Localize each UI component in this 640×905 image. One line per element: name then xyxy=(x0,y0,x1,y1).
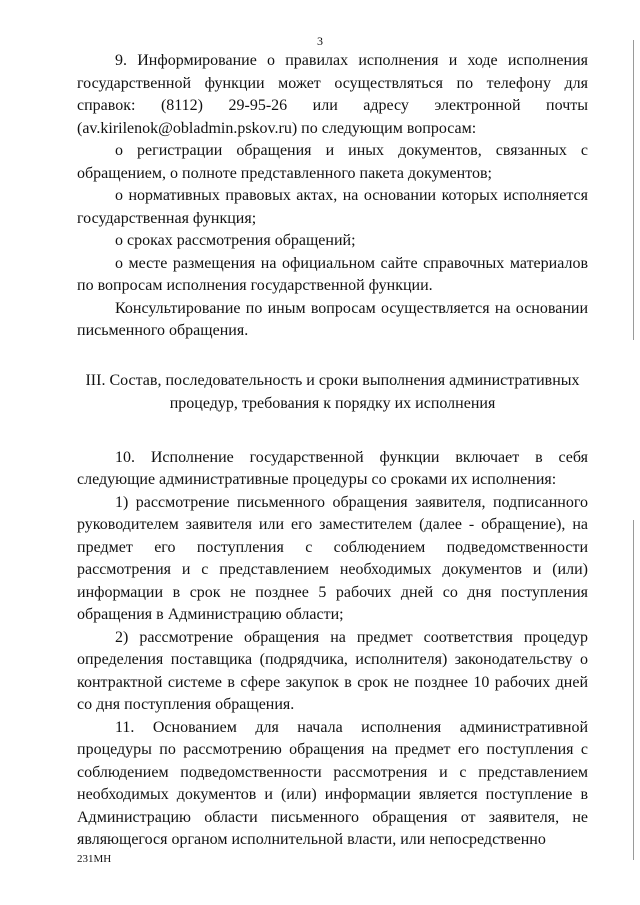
paragraph-9: 9. Информирование о правилах исполнения и ходе исполнения государственной функции может осуществляться по телефону для справок: (8112) 29-95-26 или адресу электронной почты (av.kirilenok@obladmin.pskov.ru) по следующим вопросам: xyxy=(77,52,588,137)
page-number: 3 xyxy=(317,34,323,48)
procedure-1: 1) рассмотрение письменного обращения заявителя, подписанного руководителем заявителя или его заместителем (далее - обращение), на предмет его поступления с соблюдением подведомственности рассмотрения и с представлением необходимых документов и (или) информации в срок не позднее 5 рабочих дней со дня поступления обращения в Администрацию области; xyxy=(77,493,588,623)
footer-code: 231МН xyxy=(77,853,112,865)
paragraph-10: 10. Исполнение государственной функции включает в себя следующие административные процедуры со сроками их исполнения: xyxy=(77,448,588,488)
scan-edge-line xyxy=(633,520,634,860)
list-item-deadlines: о сроках рассмотрения обращений; xyxy=(115,232,356,249)
list-item-reference-materials: о месте размещения на официальном сайте справочных материалов по вопросам исполнения государственной функции. xyxy=(77,254,588,294)
procedure-2: 2) рассмотрение обращения на предмет соответствия процедур определения поставщика (подрядчика, исполнителя) законодательству о контрактной системе в сфере закупок в срок не позднее 10 рабочих дней со дня поступления обращения. xyxy=(77,628,588,713)
list-item-legal-acts: о нормативных правовых актах, на основании которых исполняется государственная функция; xyxy=(77,187,588,227)
paragraph-consulting: Консультирование по иным вопросам осуществляется на основании письменного обращения. xyxy=(77,299,588,339)
paragraph-11: 11. Основанием для начала исполнения административной процедуры по рассмотрению обращения на предмет его поступления с соблюдением подведомственности рассмотрения и с представлением необходимых документов и (или) информации является поступление в Администрацию области письменного обращения от заявителя, не являющегося органом исполнительной власти, или непосредственно xyxy=(77,718,588,848)
document-body xyxy=(77,50,588,852)
section-heading: III. Состав, последовательность и сроки выполнения административных процедур, требования к порядку их исполнения xyxy=(85,371,580,412)
list-item-registration: о регистрации обращения и иных документов, связанных с обращением, о полноте представленного пакета документов; xyxy=(77,142,588,182)
scan-edge-line xyxy=(633,40,634,340)
